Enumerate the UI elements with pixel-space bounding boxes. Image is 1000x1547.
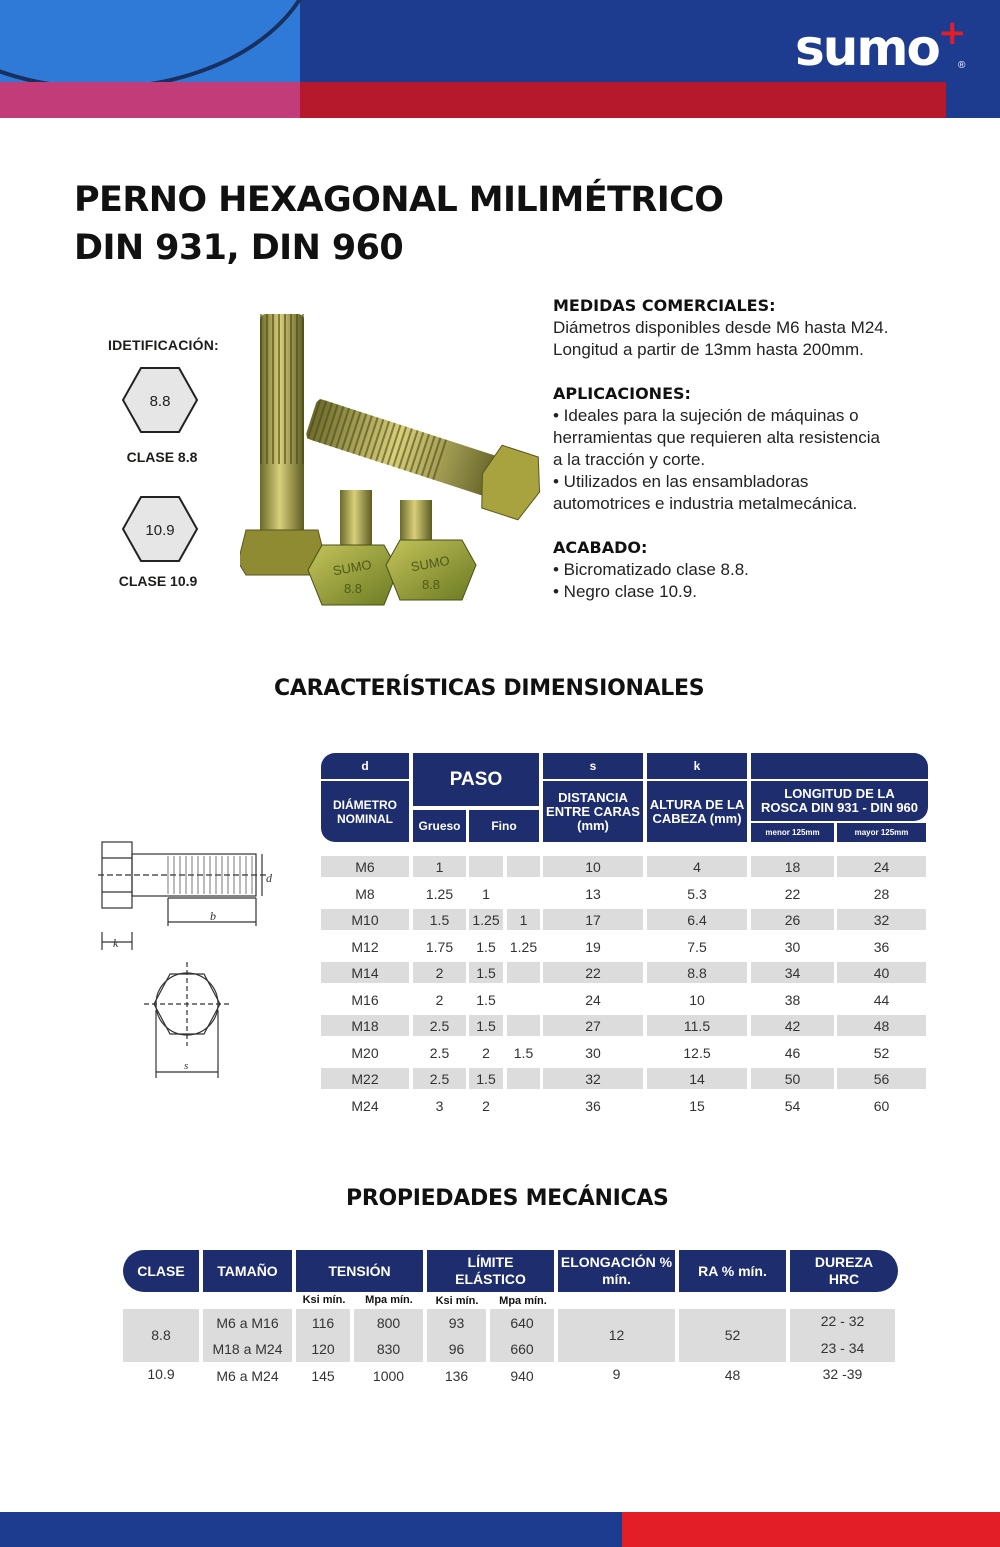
hex-head-10-9-icon (121, 495, 199, 563)
mech-cell-tam: M6 a M16 (216, 1315, 279, 1331)
mech-cell-hrc: 22 - 32 (820, 1313, 865, 1329)
table-cell-g: 2 (435, 965, 444, 981)
table-cell-k: 11.5 (683, 1018, 711, 1034)
table-cell-k: 10 (689, 992, 705, 1008)
table-cell-may: 40 (873, 965, 890, 981)
page-title-line2: DIN 931, DIN 960 (74, 228, 404, 268)
table-cell-s: 36 (585, 1098, 601, 1114)
table-cell-k: 7.5 (687, 939, 707, 955)
table-cell-k: 6.4 (687, 912, 707, 928)
col-header-distancia: DISTANCIA ENTRE CARAS (mm) (543, 781, 643, 842)
drawing-label-d: d (266, 871, 272, 885)
table-cell-d: M22 (351, 1071, 379, 1087)
mech-header-dureza: DUREZA HRC (790, 1250, 898, 1292)
col-header-menor: menor 125mm (751, 823, 834, 842)
class-caption-8-8: CLASE 8.8 (126, 449, 198, 465)
table-cell-f2 (507, 856, 540, 877)
table-cell-may: 56 (873, 1071, 890, 1087)
mech-cell-t_mpa: 1000 (372, 1368, 405, 1384)
table-cell-s: 30 (585, 1045, 601, 1061)
mech-header-limite: LÍMITE ELÁSTICO (427, 1250, 554, 1292)
hex-mark-8-8: 8.8 (149, 393, 171, 410)
table-cell-k: 5.3 (687, 886, 707, 902)
table-cell-d: M14 (351, 965, 379, 981)
aplicaciones-line: • Ideales para la sujeción de máquinas o (553, 406, 859, 425)
aplicaciones-line: automotrices e industria metalmecánica. (553, 494, 858, 513)
mech-cell-l_ksi: 93 (448, 1315, 465, 1331)
table-cell-f2: 1.25 (509, 939, 538, 955)
photo-head-mark-4: 8.8 (421, 577, 441, 592)
table-cell-f1: 2 (482, 1098, 490, 1114)
col-header-grueso: Grueso (413, 810, 466, 842)
table-cell-f1 (469, 856, 503, 877)
aplicaciones-line: herramientas que requieren alta resistencia (553, 428, 880, 447)
table-cell-men: 50 (784, 1071, 801, 1087)
hex-mark-10-9: 10.9 (145, 522, 175, 539)
mech-header-elongacion: ELONGACIÓN % mín. (558, 1250, 675, 1292)
mechanical-section-title: PROPIEDADES MECÁNICAS (346, 1186, 669, 1211)
drawing-label-s: s (184, 1060, 189, 1072)
table-cell-f2 (507, 1015, 540, 1036)
table-cell-f1: 1.25 (472, 912, 500, 928)
table-cell-d: M16 (351, 992, 379, 1008)
table-cell-men: 26 (784, 912, 801, 928)
footer-red-band (622, 1512, 1000, 1547)
header-banner (0, 0, 1000, 118)
table-cell-k: 4 (693, 859, 701, 875)
header-pink-panel (0, 82, 300, 118)
table-cell-men: 42 (784, 1018, 801, 1034)
page-title (74, 176, 723, 272)
table-cell-f2: 1 (519, 912, 528, 928)
table-cell-d: M24 (351, 1098, 379, 1114)
aplicaciones-title: APLICACIONES: (553, 384, 691, 403)
table-cell-men: 30 (784, 939, 801, 955)
table-cell-d: M8 (355, 886, 375, 902)
table-cell-f1: 1.5 (476, 939, 496, 955)
table-cell-f2: 1.5 (513, 1045, 534, 1061)
table-cell-f1: 1.5 (476, 1071, 496, 1087)
mech-cell-t_ksi: 120 (311, 1341, 335, 1357)
table-cell-f1: 1.5 (476, 992, 496, 1008)
table-cell-k: 14 (689, 1071, 705, 1087)
mech-class-109: 10.9 (147, 1366, 175, 1382)
table-cell-men: 46 (784, 1045, 801, 1061)
mech-sub-tension-ksi: Ksi mín. (302, 1294, 346, 1306)
brand-registered-mark: ® (958, 60, 966, 71)
table-cell-k: 8.8 (687, 965, 707, 981)
mech-ra-109: 48 (724, 1367, 741, 1383)
col-header-k: k (647, 753, 747, 779)
medidas-line: Diámetros disponibles desde M6 hasta M24. (553, 318, 889, 337)
photo-head-mark-2: 8.8 (343, 581, 363, 596)
product-description (553, 295, 973, 603)
table-cell-f1: 1.5 (476, 965, 496, 981)
class-caption-10-9: CLASE 10.9 (118, 573, 198, 589)
table-cell-may: 28 (873, 886, 890, 902)
mech-header-clase: CLASE (123, 1250, 199, 1292)
col-header-mayor: mayor 125mm (837, 823, 926, 842)
table-cell-f2 (507, 962, 540, 983)
mech-elong-88: 12 (608, 1327, 625, 1343)
col-header-rosca-top (751, 753, 928, 779)
table-cell-men: 34 (784, 965, 801, 981)
table-cell-may: 36 (873, 939, 890, 955)
acabado-line: • Negro clase 10.9. (553, 582, 697, 601)
aplicaciones-line: a la tracción y corte. (553, 450, 706, 469)
table-cell-f2 (507, 1095, 540, 1116)
table-cell-may: 24 (873, 859, 890, 875)
photo-head-mark-3: SUMO (409, 552, 451, 575)
mech-cell-l_mpa: 940 (510, 1368, 534, 1384)
dimensional-section-title: CARACTERÍSTICAS DIMENSIONALES (274, 676, 705, 701)
mech-sub-limite-ksi: Ksi mín. (435, 1295, 479, 1307)
mech-cell-t_mpa: 830 (376, 1341, 401, 1357)
table-cell-s: 27 (585, 1018, 601, 1034)
table-cell-f2 (507, 989, 540, 1010)
table-cell-d: M6 (355, 859, 375, 875)
table-cell-f1: 2 (482, 1045, 490, 1061)
aplicaciones-line: • Utilizados en las ensambladoras (553, 472, 809, 491)
table-cell-f1: 1.5 (476, 1018, 496, 1034)
mech-cell-l_ksi: 96 (448, 1341, 465, 1357)
table-cell-s: 32 (585, 1071, 601, 1087)
header-right-block (946, 82, 1000, 118)
table-cell-men: 38 (784, 992, 801, 1008)
table-cell-may: 44 (873, 992, 890, 1008)
mech-ra-88: 52 (724, 1327, 741, 1343)
table-cell-g: 1 (435, 859, 444, 875)
mech-header-ra: RA % mín. (679, 1250, 786, 1292)
table-cell-k: 15 (689, 1098, 705, 1114)
table-cell-s: 22 (585, 965, 601, 981)
mech-header-tension: TENSIÓN (296, 1250, 423, 1292)
hex-head-8-8-icon (121, 366, 199, 434)
table-cell-men: 22 (784, 886, 801, 902)
table-cell-g: 2 (435, 992, 444, 1008)
brand-logo: sumo (795, 19, 939, 77)
medidas-line: Longitud a partir de 13mm hasta 200mm. (553, 340, 864, 359)
table-cell-d: M20 (351, 1045, 379, 1061)
medidas-title: MEDIDAS COMERCIALES: (553, 296, 776, 315)
mech-cell-l_ksi: 136 (444, 1368, 469, 1384)
table-cell-f2 (507, 883, 540, 904)
drawing-label-k: k (113, 936, 119, 950)
page-title-line1: PERNO HEXAGONAL MILIMÉTRICO (74, 180, 724, 220)
col-header-altura: ALTURA DE LA CABEZA (mm) (647, 781, 747, 842)
table-cell-d: M12 (351, 939, 379, 955)
table-cell-g: 1.75 (425, 939, 454, 955)
mech-cell-hrc: 23 - 34 (820, 1340, 865, 1356)
table-cell-men: 54 (784, 1098, 801, 1114)
mech-cell-t_mpa: 800 (376, 1315, 401, 1331)
brand-logo-plus: + (938, 13, 967, 53)
table-cell-may: 32 (873, 912, 890, 928)
col-header-diametro: DIÁMETRO NOMINAL (321, 781, 409, 842)
col-header-paso: PASO (413, 753, 539, 806)
table-cell-s: 24 (585, 992, 601, 1008)
table-cell-d: M18 (351, 1018, 379, 1034)
table-cell-k: 12.5 (683, 1045, 711, 1061)
acabado-title: ACABADO: (553, 538, 648, 557)
table-cell-g: 3 (435, 1098, 444, 1114)
table-cell-s: 19 (585, 939, 601, 955)
col-header-d: d (321, 753, 409, 779)
table-cell-may: 52 (873, 1045, 890, 1061)
mech-sub-limite-mpa: Mpa mín. (499, 1295, 547, 1307)
table-cell-g: 2.5 (429, 1018, 450, 1034)
table-cell-g: 1.5 (429, 912, 450, 928)
table-cell-s: 10 (585, 859, 601, 875)
col-header-rosca: LONGITUD DE LA ROSCA DIN 931 - DIN 960 (751, 781, 928, 821)
table-cell-g: 2.5 (429, 1045, 450, 1061)
col-header-s: s (543, 753, 643, 779)
mech-cell-t_ksi: 145 (311, 1368, 335, 1384)
table-cell-s: 17 (585, 912, 601, 928)
footer-blue-band (0, 1512, 622, 1547)
mech-cell-t_ksi: 116 (311, 1315, 335, 1331)
mech-cell-tam: M6 a M24 (216, 1368, 279, 1384)
identification-label: IDETIFICACIÓN: (108, 337, 219, 353)
drawing-label-b: b (210, 909, 216, 923)
bolt-product-image (240, 300, 545, 615)
bolt-technical-drawing (98, 832, 278, 1082)
mech-cell-l_mpa: 640 (510, 1315, 534, 1331)
acabado-line: • Bicromatizado clase 8.8. (553, 560, 749, 579)
table-cell-g: 2.5 (429, 1071, 450, 1087)
mech-sub-tension-mpa: Mpa mín. (365, 1294, 413, 1306)
mech-cell-l_mpa: 660 (510, 1341, 534, 1357)
mech-cell-hrc: 32 -39 (822, 1366, 863, 1382)
mech-header-tamano: TAMAÑO (203, 1250, 292, 1292)
mech-elong-109: 9 (612, 1366, 621, 1382)
mech-cell-tam: M18 a M24 (212, 1341, 283, 1357)
table-cell-men: 18 (784, 859, 801, 875)
table-cell-s: 13 (585, 886, 601, 902)
photo-head-mark-1: SUMO (331, 556, 373, 579)
mech-class-88: 8.8 (151, 1327, 171, 1343)
table-cell-g: 1.25 (425, 886, 454, 902)
table-cell-may: 48 (873, 1018, 890, 1034)
table-cell-f1: 1 (482, 886, 490, 902)
col-header-fino: Fino (469, 810, 539, 842)
table-cell-f2 (507, 1068, 540, 1089)
table-cell-d: M10 (351, 912, 379, 928)
table-cell-may: 60 (873, 1098, 890, 1114)
